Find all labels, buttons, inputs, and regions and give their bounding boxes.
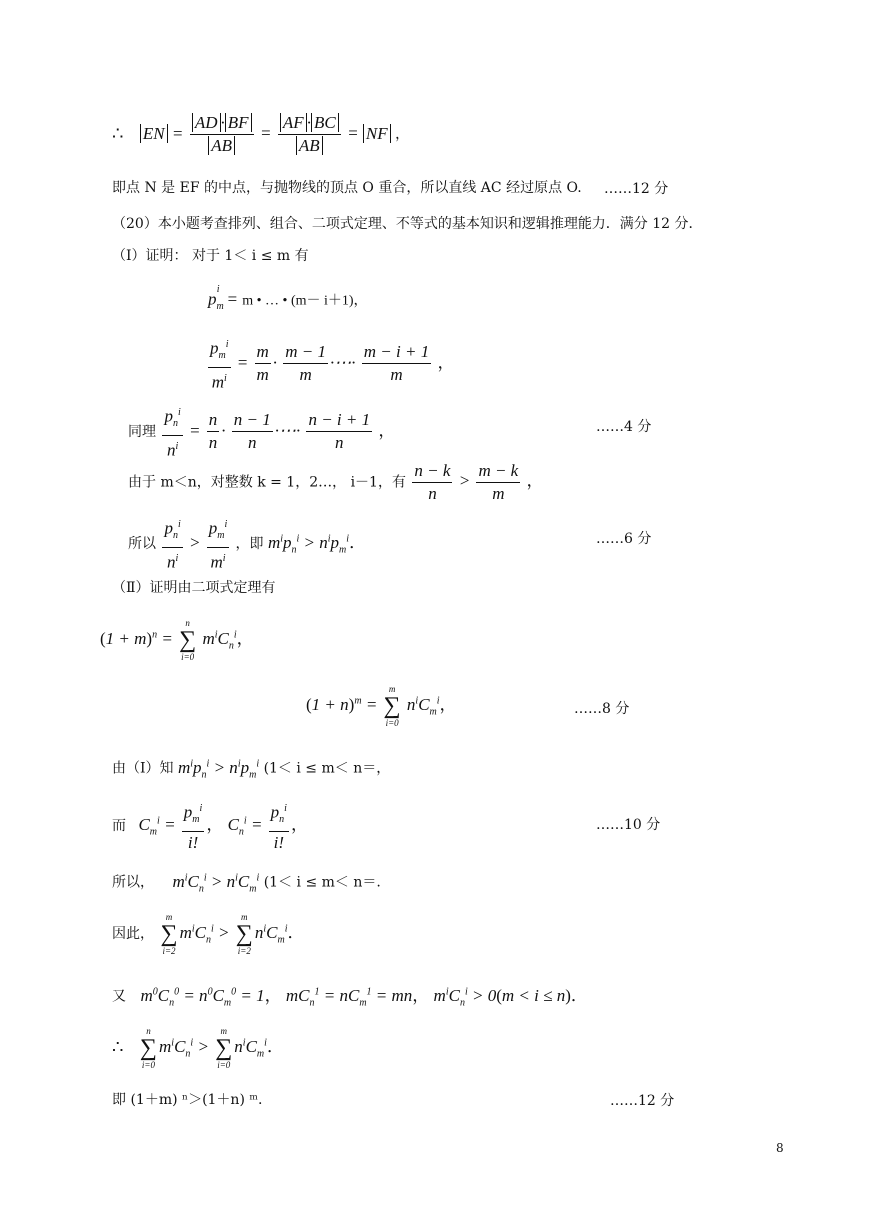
- score-10: ……10 分: [596, 817, 661, 833]
- equation-ratio-m: $\frac{p_m^i}{m^i}$ = $\frac{m}{m}$ · $\frac{m - 1}{m}$ ·⋯· $\frac{m - i + 1}{m}$ ，: [206, 334, 454, 384]
- equation-en-nf: ∴ EN = $\frac{AD \cdot BF}{AB}$ = $\frac{AF \cdot BC}{AB}$ = NF ，: [112, 113, 410, 155]
- score-6: ……6 分: [596, 531, 652, 547]
- score-12-final: ……12 分: [610, 1093, 675, 1109]
- fraction-af-bc-ab: $\frac{AF \cdot BC}{AB}$: [278, 112, 341, 157]
- text-part-1-proof: （Ⅰ）证明： 对于 1＜ i ≤ m 有: [112, 248, 309, 264]
- score-8: ……8 分: [574, 701, 630, 717]
- equation-initial-terms: 又 $m^0C_n^0 = n^0C_m^0 = 1$， $mC_n^1 = nC_m^1$ = mn， $m^iC_n^i > 0(m < i \le n)$．: [112, 985, 588, 1009]
- page-number: 8: [776, 1141, 784, 1155]
- text-conclusion: 即 (1＋m) ⁿ＞(1＋n) ᵐ.: [112, 1092, 263, 1108]
- equation-final-sum: ∴ n ∑ i=0 $m^iC_n^i$ > m ∑ i=0 $n^iC_m^i$．: [112, 1026, 284, 1070]
- text-question-20-header: （20）本小题考查排列、组合、二项式定理、不等式的基本知识和逻辑推理能力．满分 12 分．: [112, 216, 703, 232]
- text-midpoint-conclusion: 即点 N 是 EF 的中点，与抛物线的顶点 O 重合，所以直线 AC 经过原点 O.: [112, 180, 582, 196]
- fraction-ad-bf-ab: $\frac{AD \cdot BF}{AB}$: [190, 112, 254, 157]
- equation-permutation: $p_m^i= m$ • … • (m－ i＋1)，: [208, 284, 368, 313]
- equation-binomial-n: $(1 + n)^m$ = m ∑ i=0 $n^iC_m^i$，: [306, 684, 457, 728]
- therefore-symbol-2: ∴: [112, 1036, 124, 1058]
- score-4: ……4 分: [596, 419, 652, 435]
- equation-ratio-n: 同理 $\frac{p_n^i}{n^i}$ = $\frac{n}{n}$ · $\frac{n - 1}{n}$ ·⋯· $\frac{n - i + 1}{n}$ ，: [128, 402, 395, 452]
- equation-combination: 而 $C_m^i$ = $\frac{p_m^i}{i!}$ ， $C_n^i$ = $\frac{p_n^i}{i!}$ ，: [112, 798, 308, 848]
- text-part-2-proof: （Ⅱ）证明由二项式定理有: [112, 580, 276, 596]
- score-12-first: ……12 分: [604, 181, 669, 197]
- therefore-symbol: ∴: [112, 123, 124, 145]
- equation-binomial-m: $(1 + m)^n$ = n ∑ i=0 $m^iC_n^i$，: [100, 618, 254, 662]
- text-from-part-1: 由（Ⅰ）知 $m^ip_n^i > n^ip_m^i$ (1＜ i ≤ m＜ n＝，: [112, 757, 391, 781]
- equation-sum-i2: 因此， m ∑ i=2 $m^iC_n^i$ > m ∑ i=2 $n^iC_m^i$．: [112, 912, 305, 956]
- equation-inequality-2: 所以， $m^iC_n^i > n^iC_m^i$ (1＜ i ≤ m＜ n＝.: [112, 871, 381, 895]
- equation-inequality-1: 所以 $\frac{p_n^i}{n^i}$ > $\frac{p_m^i}{m^i}$ ，即 $m^ip_n^i > n^ip_m^i$．: [128, 514, 366, 564]
- text-since-m-less-n: 由于 m＜n，对整数 k = 1，2…， i－1，有 $\frac{n - k}{n}$ > $\frac{m - k}{m}$ ，: [128, 461, 544, 503]
